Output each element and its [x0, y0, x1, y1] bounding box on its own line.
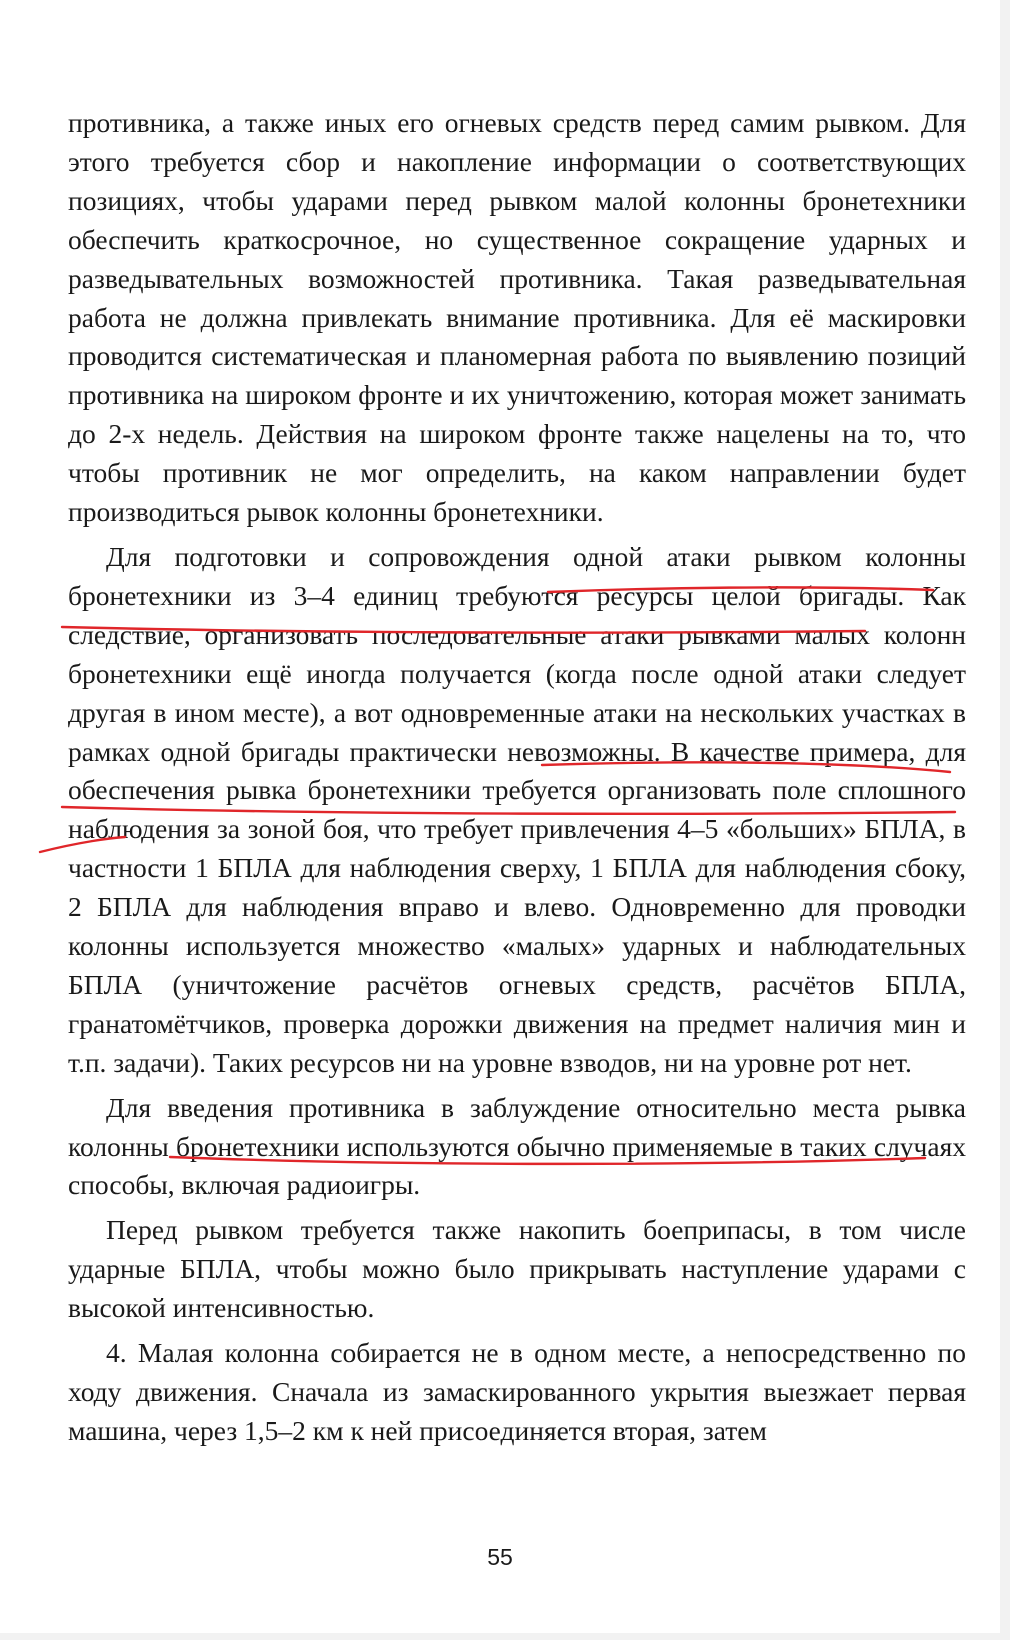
- paragraph-5: 4. Малая колонна собирается не в одном месте, а непосредственно по ходу движения. Сначала из замаскированного укрытия выезжает первая машина, через 1,5–2 км к ней присоединяется вторая, затем: [68, 1337, 966, 1446]
- body-text: [68, 104, 966, 1451]
- paragraph-3: Для введения противника в заблуждение относительно места рывка колонны бронетехники используются обычно применяемые в таких случаях способы, включая радиоигры.: [68, 1091, 966, 1201]
- paragraph-4: Перед рывком требуется также накопить боеприпасы, в том числе ударные БПЛА, чтобы можно было прикрывать наступление ударами с высокой интенсивностью.: [68, 1214, 966, 1324]
- paragraph-2: Для подготовки и сопровождения одной атаки рывком колонны бронетехники из 3–4 единиц требуются ресурсы целой бригады. Как следствие, организовать последовательные атаки рывками малых колонн бронетехники ещё иногда получается (когда после одной атаки следует другая в ином месте), а вот одновременные атаки на нескольких участках в рамках одной бригады практически невозможны. В качестве примера, для обеспечения рывка бронетехники требуется организовать поле сплошного наблюдения за зоной боя, что требует привлечения 4–5 «больших» БПЛА, в частности 1 БПЛА для наблюдения сверху, 1 БПЛА для наблюдения сбоку, 2 БПЛА для наблюдения вправо и влево. Одновременно для проводки колонны используется множество «малых» ударных и наблюдательных БПЛА (уничтожение расчётов огневых средств, расчётов БПЛА, гранатомётчиков, проверка дорожки движения на предмет наличия мин и т.п. задачи). Таких ресурсов ни на уровне взводов, ни на уровне рот нет.: [68, 540, 966, 1078]
- page-number: 55: [487, 1544, 513, 1570]
- paragraph-1: противника, а также иных его огневых средств перед самим рывком. Для этого требуется сбор и накопление информации о соответствующих позициях, чтобы ударами перед рывком малой колонны бронетехники обеспечить краткосрочное, но существенное сокращение ударных и разведывательных возможностей противника. Такая разведывательная работа не должна привлекать внимание противника. Для её маскировки проводится систематическая и планомерная работа по выявлению позиций противника на широком фронте и их уничтожению, которая может занимать до 2-х недель. Действия на широком фронте также нацелены на то, что чтобы противник не мог определить, на каком направлении будет производиться рывок колонны бронетехники.: [68, 107, 966, 528]
